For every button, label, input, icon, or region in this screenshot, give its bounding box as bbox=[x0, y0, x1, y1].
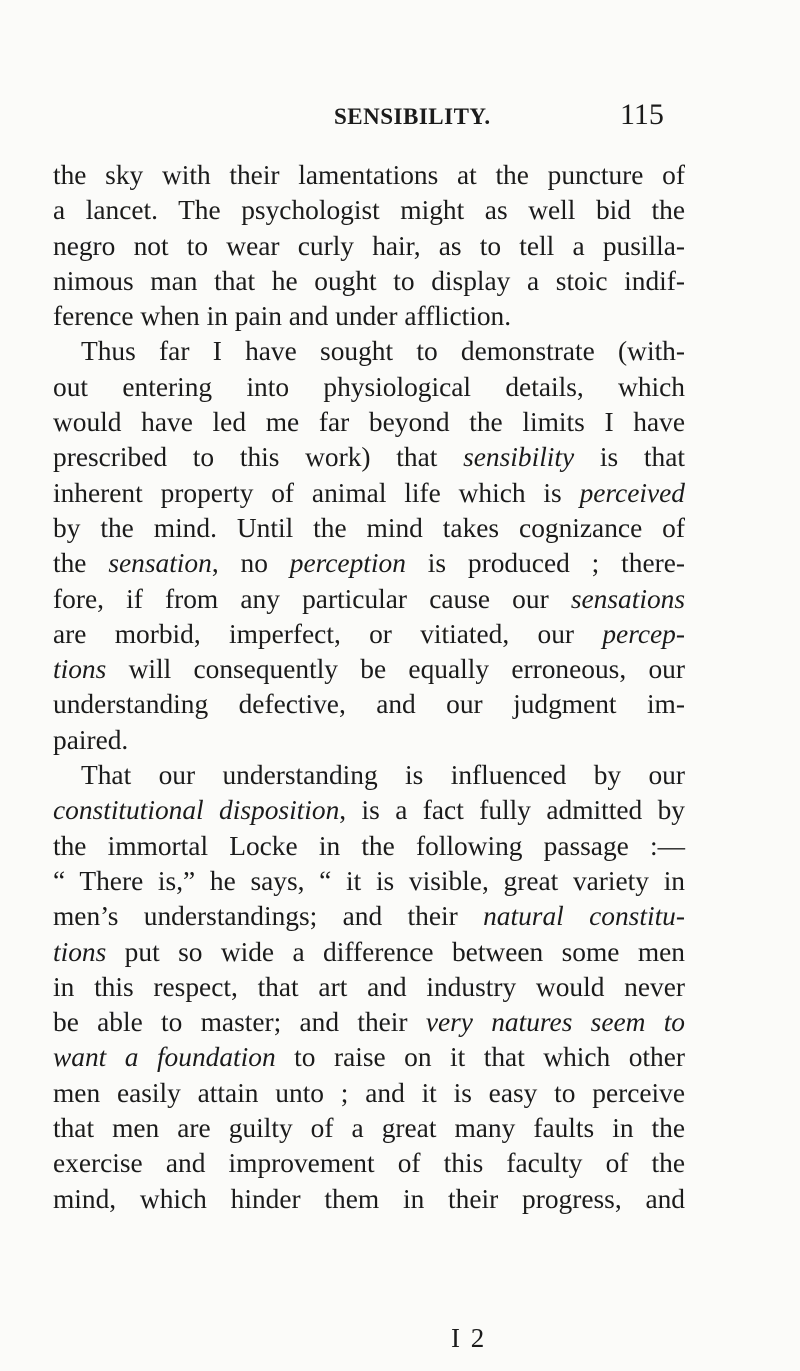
text-line bbox=[53, 935, 685, 970]
text-segment: fore, if from any particular cause our bbox=[53, 583, 571, 614]
body-text bbox=[53, 158, 685, 1217]
text-line bbox=[53, 440, 685, 475]
text-line bbox=[53, 1182, 685, 1217]
text-line bbox=[53, 1005, 685, 1040]
text-segment: in this respect, that art and industry would never bbox=[53, 971, 685, 1002]
text-segment: paired. bbox=[53, 724, 129, 755]
text-segment: to raise on it that which other bbox=[275, 1042, 685, 1073]
text-segment: a lancet. The psychologist might as well bid the bbox=[53, 195, 685, 226]
text-segment: the bbox=[53, 548, 109, 579]
text-line bbox=[53, 1111, 685, 1146]
text-line bbox=[53, 1076, 685, 1111]
text-line bbox=[53, 899, 685, 934]
text-line bbox=[53, 617, 685, 652]
text-segment: the sky with their lamentations at the puncture of bbox=[53, 160, 685, 190]
text-line bbox=[53, 758, 685, 793]
text-segment: mind, which hinder them in their progress, and bbox=[53, 1183, 685, 1214]
text-segment: Thus far I have sought to demonstrate (with- bbox=[81, 336, 685, 367]
italic-text: percep- bbox=[602, 618, 685, 649]
text-line bbox=[53, 793, 685, 828]
text-segment: inherent property of animal life which is bbox=[53, 477, 580, 508]
text-line bbox=[53, 1146, 685, 1181]
text-line bbox=[53, 582, 685, 617]
text-segment: negro not to wear curly hair, as to tell a pusilla- bbox=[53, 230, 685, 261]
text-segment: is that bbox=[574, 442, 685, 473]
text-segment: is produced ; there- bbox=[405, 548, 686, 579]
text-line bbox=[53, 970, 685, 1005]
text-segment: are morbid, imperfect, or vitiated, our bbox=[53, 618, 603, 649]
text-line bbox=[53, 864, 685, 899]
text-line bbox=[53, 829, 685, 864]
text-segment: “ There is,” he says, “ it is visible, great variety in bbox=[53, 865, 685, 896]
text-line bbox=[53, 158, 685, 193]
text-line bbox=[53, 511, 685, 546]
text-line bbox=[53, 370, 685, 405]
text-segment: put so wide a difference between some men bbox=[106, 936, 685, 967]
text-segment: will consequently be equally erroneous, our bbox=[106, 654, 685, 685]
italic-text: tions bbox=[53, 654, 107, 685]
text-segment: prescribed to this work) that bbox=[53, 442, 464, 473]
italic-text: tions bbox=[53, 936, 107, 967]
italic-text: perception bbox=[289, 548, 406, 579]
text-segment: understanding defective, and our judgment im- bbox=[53, 689, 685, 720]
text-line bbox=[53, 299, 685, 334]
text-segment: out entering into physiological details, which bbox=[53, 371, 685, 402]
text-segment: exercise and improvement of this faculty of the bbox=[53, 1148, 685, 1179]
page-number: 115 bbox=[620, 98, 664, 131]
text-segment: , no bbox=[211, 548, 290, 579]
italic-text: sensations bbox=[570, 583, 685, 614]
text-segment: that men are guilty of a great many faults in the bbox=[53, 1113, 685, 1144]
text-line bbox=[53, 334, 685, 369]
italic-text: very natures seem to bbox=[425, 1007, 685, 1038]
italic-text: want a foundation bbox=[53, 1042, 276, 1073]
text-line bbox=[53, 546, 685, 581]
text-segment: men’s understandings; and their bbox=[53, 901, 484, 932]
text-line bbox=[53, 723, 685, 758]
running-head bbox=[0, 98, 800, 144]
text-segment: by the mind. Until the mind takes cognizance of bbox=[53, 512, 685, 543]
text-line bbox=[53, 405, 685, 440]
italic-text: constitutional disposition bbox=[53, 795, 340, 826]
italic-text: perceived bbox=[579, 477, 685, 508]
text-line bbox=[53, 229, 685, 264]
text-segment: would have led me far beyond the limits I have bbox=[53, 407, 685, 438]
text-segment: be able to master; and their bbox=[53, 1007, 426, 1038]
text-segment: nimous man that he ought to display a stoic indif- bbox=[53, 265, 685, 296]
italic-text: sensibility bbox=[463, 442, 575, 473]
text-segment: , is a fact fully admitted by bbox=[339, 795, 686, 826]
text-line bbox=[53, 652, 685, 687]
text-segment: That our understanding is influenced by our bbox=[81, 760, 685, 791]
text-line bbox=[53, 193, 685, 228]
text-segment: ference when in pain and under affliction. bbox=[53, 301, 512, 332]
italic-text: natural constitu- bbox=[483, 901, 685, 932]
running-title: SENSIBILITY. bbox=[334, 104, 491, 129]
italic-text: sensation bbox=[108, 548, 212, 579]
text-line bbox=[53, 476, 685, 511]
text-line bbox=[53, 687, 685, 722]
text-segment: men easily attain unto ; and it is easy to perceive bbox=[53, 1077, 685, 1108]
text-line bbox=[53, 1040, 685, 1075]
signature-mark: I 2 bbox=[451, 1323, 487, 1353]
text-segment: the immortal Locke in the following passage :— bbox=[53, 830, 685, 861]
text-line bbox=[53, 264, 685, 299]
